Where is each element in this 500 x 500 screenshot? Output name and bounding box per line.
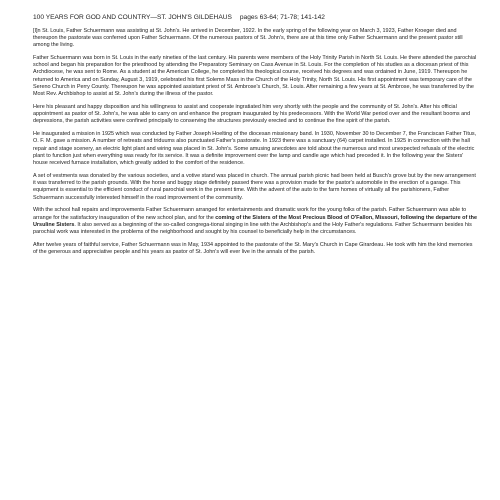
document-title: 100 YEARS FOR GOD AND COUNTRY—ST. JOHN'S GILDEHAUS [33,14,232,21]
paragraph-5: A set of vestments was donated by the various societies, and a votive stand was placed in church. The annual parish picnic had been held at Busch's grove but by the new arrangement it was transferred to the parish grounds. With the horse and buggy stage definitely passed there was a provision made for the pastor's automobile in the erection of a garage. This equipment is essential to the efficient conduct of rural parochial work in the present time. With the advent of the auto to the farm homes of virtually all the parishioners, Father Schuermann successfully interested himself in the road improvement of the community. [33,172,476,201]
paragraph-2: Father Schuermann was born in St. Louis in the early nineties of the last century. His parents were members of the Holy Trinity Parish in North St. Louis. He there attended the parochial school and began his preparation for the priesthood by attending the Preparatory Seminary on Cass Avenue in St. Louis. For the completion of his studies as a diocesan priest of this Archdiocese, he was sent to Rome. As a student at the American College, he completed his theological course, received his degrees and was ordained in June, 1919. Thereupon he returned to America and on Sunday, August 3, 1919, celebrated his first Solemn Mass in the Church of the Holy Trinity, North St. Louis. His first appointment was temporary care of the Sereno Church in Perry County. Thereupon he was appointed assistant priest of St. Ambrose's Church, St. Louis. After remaining a few years at St. Ambrose, he was transferred by the Most Rev. Archbishop to assist at St. John's during the illness of the pastor. [33,54,477,98]
paragraph-6 [33,207,477,236]
paragraph-1: [I]n St. Louis, Father Schuermann was assisting at St. John's. He arrived in December, 1922. In the early spring of the following year on March 3, 1923, Father Kroeger died and thereupon the pastorate was conferred upon Father Schuermann. Of the numerous pastors of St. John's, there are at this time only Father Schuermann and the present pastor still among the living. [33,27,463,49]
paragraph-6-bold: coming of the Sisters of the Most Precious Blood of O'Fallon, Missouri, following the departure of the Ursuline Sisters [33,214,477,228]
paragraph-3: Here his pleasant and happy disposition and his willingness to assist and cooperate ingratiated him very shortly with the people and the community of St. John's. After his official appointment as pastor of St. John's, he was able to carry on and enhance the program inaugurated by his predecessors. With the World War period over and the resultant booms and depressions, the parish activities were confined principally to conserving the structures previously erected and to continue the fine spirit of the parish. [33,103,471,125]
paragraph-7: After twelve years of faithful service, Father Schuermann was in May, 1934 appointed to the pastorate of the St. Mary's Church in Cape Girardeau. He took with him the kind memories of the generous and appreciative people and his years as pastor of St. John's will ever live in the annals of the parish. [33,241,473,255]
paragraph-6-end: . It also served as a beginning of the so-called congrega-tional singing in line with the Archbishop's and the Holy Father's regulations. Father Schuermann besides his parochial work was interested in the problems of the neighborhood and sought by his counsel to beneficially help in the circumstances. [33,221,472,236]
document-heading [33,14,477,22]
paragraph-4: He inaugurated a mission in 1925 which was conducted by Father Joseph Hoelting of the diocesan missionary band. In 1930, November 30 to December 7, the Franciscan Father Titus, O. F. M. gave a mission. A number of retreats and triduums also punctuated Father's pastorate. In 1923 there was a sanctuary (64) carpet installed. In 1925 in connection with the hall repair and stage scenery, an electric light plant and wiring was placed in St. John's. Some amusing anecdotes are told about the numerous and most unexpected refusals of the electric plant to function just when everything was ready for its service. It was a definite improvement over the lamp and candle age which had preceded it. In the following year the Sisters' house received furnace installation, which greatly added to the comfort of the residence. [33,130,477,167]
page-references: pages 63-64; 71-78; 141-142 [239,14,325,21]
document-page [33,14,477,261]
paragraph-6-start: With the school hall repairs and improvements Father Schuermann arranged for entertainments and dramatic work for the young folks of the parish. Father Schuermann was able to arrange for the satisfactory inauguration of the new school plan, and for the [33,207,467,221]
